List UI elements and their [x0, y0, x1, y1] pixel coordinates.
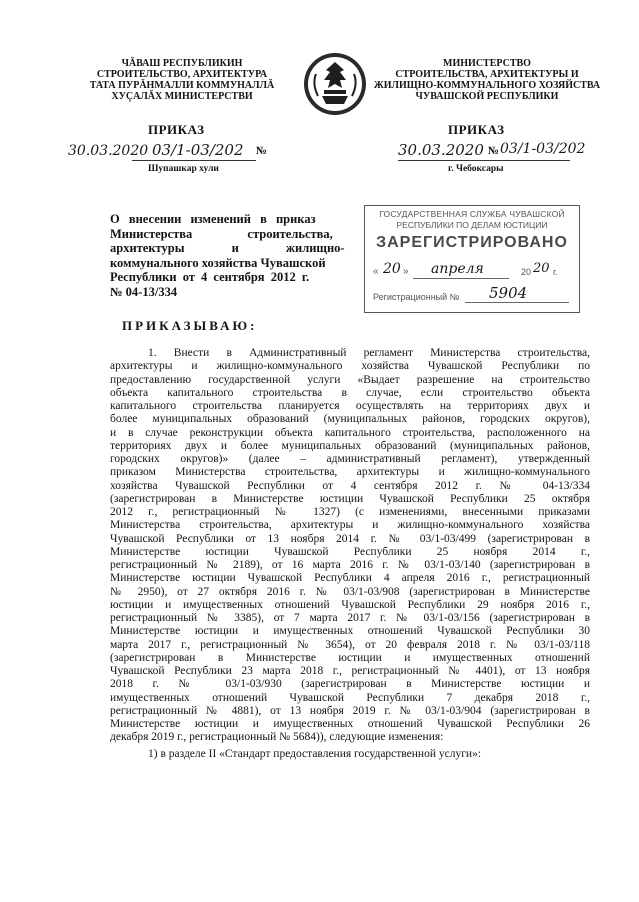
- body-line: Чувашской Республики от 13 ноября 2014 г. № 03/1-03/499 (зарегистрирован в: [110, 532, 590, 545]
- header-right-line: СТРОИТЕЛЬСТВА, АРХИТЕКТУРЫ И: [395, 69, 579, 80]
- body-line: имущественных отношений Чувашской Республики 7 декабря 2018 г.,: [110, 691, 590, 704]
- stamp-status: ЗАРЕГИСТРИРОВАНО: [376, 234, 568, 251]
- header-left-line: ХУÇАЛĂХ МИНИСТЕРСТВИ: [111, 91, 253, 102]
- body-line: и в случае реконструкции объекта капитального строительства, расположенного на: [110, 426, 590, 439]
- stamp-year-prefix: 20: [521, 267, 532, 277]
- stamp-year-suffix: 20: [533, 261, 550, 276]
- header-right-line: ЖИЛИЩНО-КОММУНАЛЬНОГО ХОЗЯЙСТВА: [373, 80, 601, 91]
- subject-line: Министерства строительства,: [110, 226, 333, 241]
- body-line: (зарегистрирован в Министерстве юстиции Чувашской Республики 25 октября: [110, 492, 590, 505]
- stamp-agency-line: ГОСУДАРСТВЕННАЯ СЛУЖБА ЧУВАШСКОЙ: [379, 209, 565, 219]
- body-line: регистрационный № 2189), от 16 марта 2016 г. № 03/1-03/140 (зарегистрирован в: [110, 559, 590, 571]
- body-line: приказом Министерства строительства, архитектуры и жилищно-коммунального: [110, 466, 590, 479]
- body-line: объекта капитального строительства в случае, если строительство объекта: [110, 386, 590, 399]
- number-sign: №: [488, 145, 500, 157]
- header-left-line: ТАТА ПУРĂНМАЛЛИ КОММУНАЛЛĂ: [89, 80, 275, 91]
- city-left: Шупашкар хули: [148, 164, 219, 174]
- header-right-line: ЧУВАШСКОЙ РЕСПУБЛИКИ: [415, 91, 559, 102]
- order-title-left: ПРИКАЗ: [148, 122, 205, 137]
- stamp-month: апреля: [431, 261, 484, 277]
- subject-line: Республики от 4 сентября 2012 г.: [110, 270, 310, 284]
- command-heading: ПРИКАЗЫВАЮ:: [122, 318, 258, 333]
- order-number-handwritten: 03/1-03/202: [500, 141, 586, 157]
- stamp-reg-label: Регистрационный №: [373, 292, 460, 302]
- subject-line: коммунального хозяйства Чувашской: [110, 255, 326, 270]
- body-line: территориях двух и более муниципальных образований (муниципальных районов,: [110, 439, 590, 452]
- body-line: марта 2017 г., регистрационный № 3654), от 20 февраля 2018 г. № 03/1-03/118: [110, 638, 590, 651]
- body-line: № 2950), от 27 октября 2016 г. № 03/1-03/908 (зарегистрирован в Министерстве: [110, 585, 590, 598]
- body-line: более муниципальных образований (муниципальных районов, городских округов),: [110, 413, 590, 426]
- subject-line: архитектуры и жилищно-: [110, 241, 345, 255]
- body-line: декабря 2019 г., регистрационный № 5684)), следующие изменения:: [110, 731, 444, 744]
- stamp-reg-number: 5904: [489, 284, 528, 302]
- body-line: Министерстве юстиции Чувашской Республики 25 ноября 2014 г.,: [110, 545, 590, 558]
- body-line: 2012 г., регистрационный № 1327) (с изменениями, внесенными приказами: [110, 506, 590, 518]
- header-right-line: МИНИСТЕРСТВО: [443, 58, 531, 69]
- number-sign: №: [256, 145, 268, 157]
- subject-line: О внесении изменений в приказ: [110, 212, 316, 226]
- body-line: Министерства строительства, архитектуры и жилищно-коммунального хозяйства: [110, 519, 590, 532]
- header-left-line: ЧĂВАШ РЕСПУБЛИКИН: [121, 58, 243, 69]
- body-line: Министерстве юстиции и имущественных отношений Чувашской Республики 26: [110, 718, 590, 730]
- body-line: капитального строительства планируется осуществлять на территориях двух и: [110, 400, 590, 412]
- city-right: г. Чебоксары: [448, 164, 504, 174]
- body-line: Чувашской Республики 23 марта 2018 г., регистрационный № 4401), от 13 ноября: [110, 665, 590, 677]
- body-line: Министерстве юстиции и имущественных отношений Чувашской Республики 30: [110, 625, 590, 638]
- stamp-agency-line: РЕСПУБЛИКИ ПО ДЕЛАМ ЮСТИЦИИ: [396, 220, 548, 230]
- body-line: 2018 г. № 03/1-03/930 (зарегистрирован в Министерстве юстиции и: [110, 678, 590, 691]
- body-line: 1. Внести в Административный регламент Министерства строительства,: [148, 347, 590, 359]
- header-left-line: СТРОИТЕЛЬСТВО, АРХИТЕКТУРА: [96, 69, 268, 80]
- body-line: хозяйства Чувашской Республики от 4 сентября 2012 г. № 04-13/334: [110, 479, 590, 492]
- order-date-handwritten: 30.03.2020: [68, 143, 149, 159]
- body-line: (зарегистрирован в Министерстве юстиции и имущественных отношений: [110, 651, 590, 664]
- body-line: юстиции и имущественных отношений Чувашской Республики 29 ноября 2016 г.,: [110, 598, 590, 611]
- order-title-right: ПРИКАЗ: [448, 122, 505, 137]
- body-line: регистрационный № 3385), от 7 марта 2017 г. № 03/1-03/156 (зарегистрирован в: [110, 612, 590, 624]
- body-line: регистрационный № 4881), от 13 ноября 2019 г. № 03/1-03/904 (зарегистрирован в: [110, 704, 590, 717]
- order-date-handwritten: 30.03.2020: [398, 141, 484, 159]
- body-line: предоставлению государственной услуги «Выдает разрешение на строительство: [110, 373, 590, 386]
- stamp-quote-close: »: [403, 266, 409, 277]
- stamp-day: 20: [383, 261, 401, 277]
- body-line: Министерстве юстиции Чувашской Республики 4 апреля 2016 г., регистрационный: [110, 572, 590, 585]
- stamp-quote-open: «: [373, 266, 379, 277]
- order-number-handwritten: 03/1-03/202: [152, 141, 244, 159]
- stamp-year-g: г.: [553, 267, 558, 277]
- body-line: архитектуры и жилищно-коммунального хозяйства Чувашской Республики по: [110, 360, 590, 373]
- body-line: 1) в разделе II «Стандарт предоставления государственной услуги»:: [148, 747, 482, 760]
- subject-line: № 04-13/334: [110, 284, 178, 299]
- body-line: городских округов)» (далее – административный регламент), утвержденный: [110, 453, 590, 465]
